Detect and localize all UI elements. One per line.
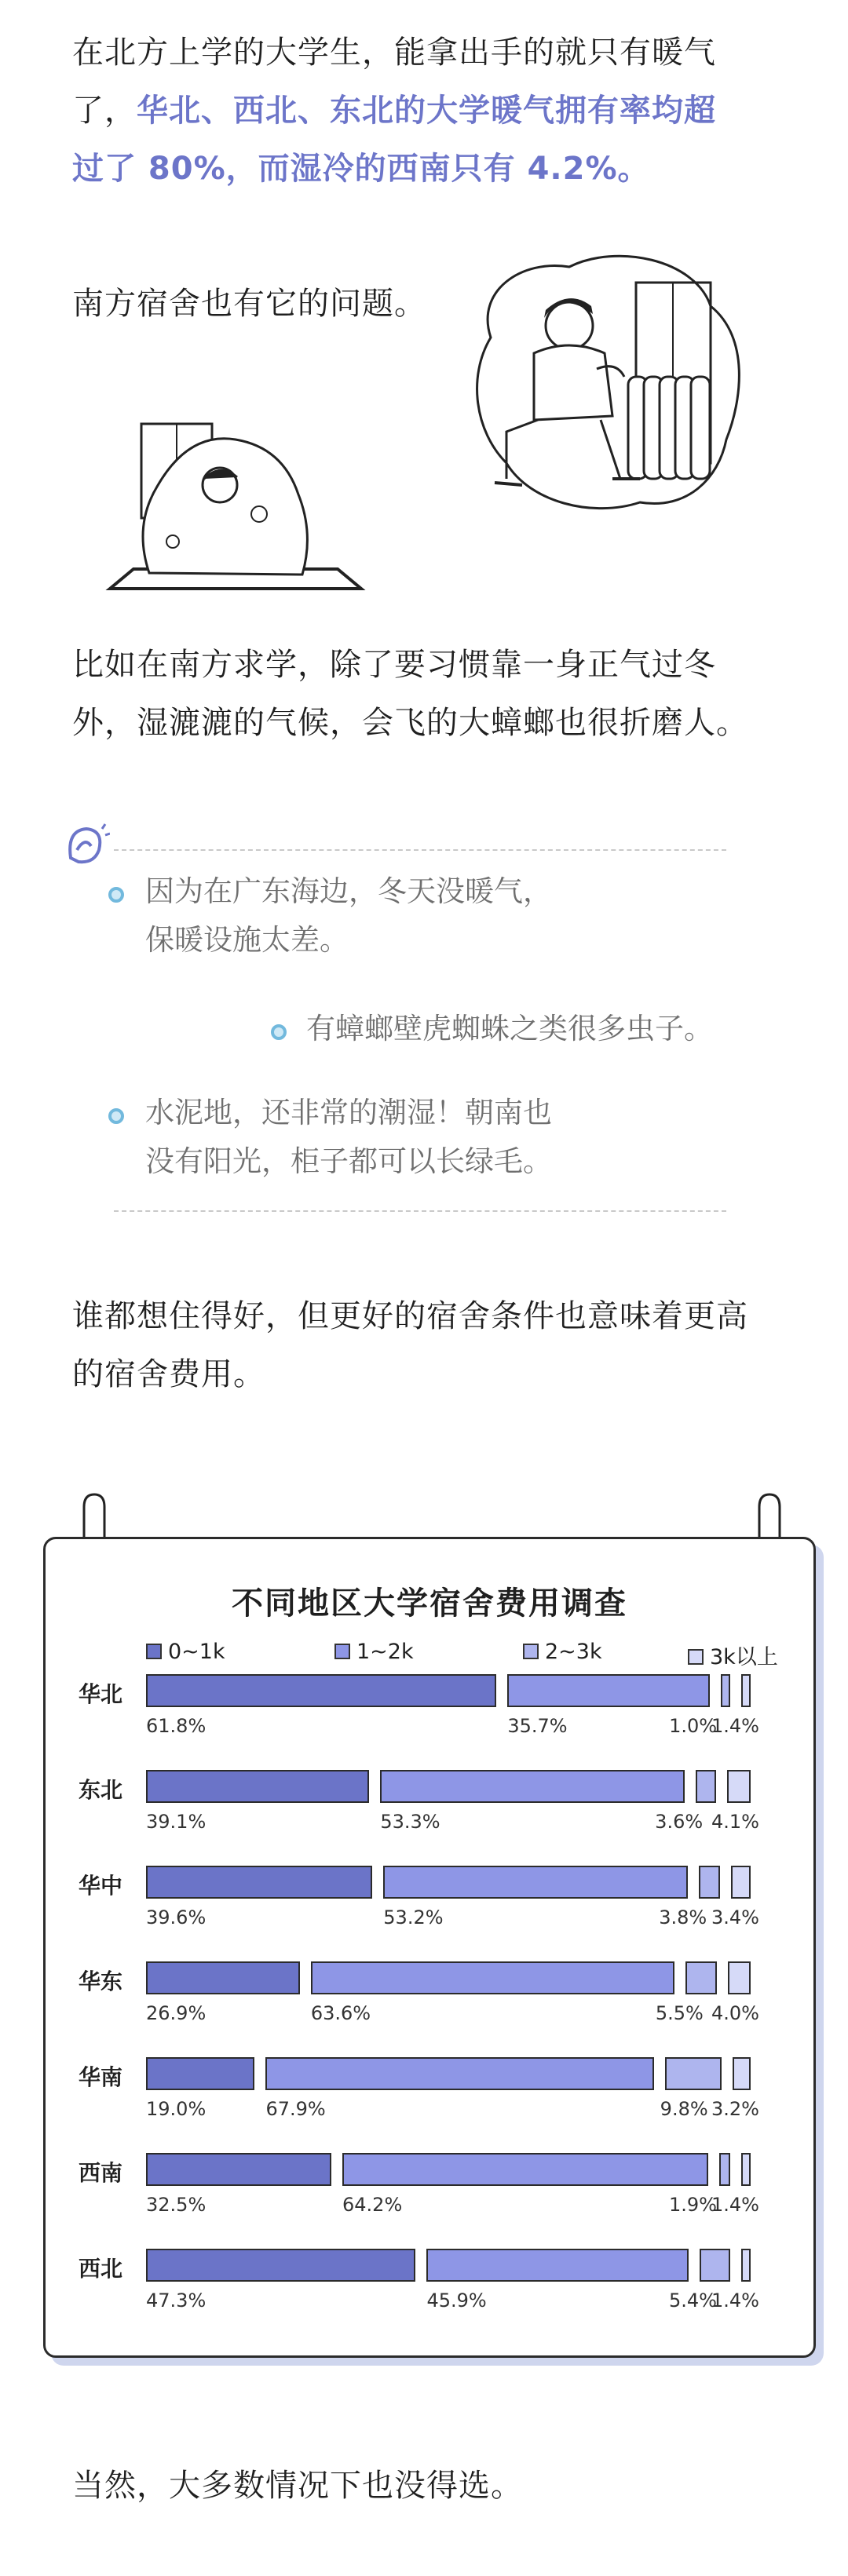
legend-item (688, 1640, 778, 1670)
paragraph-cockroach (72, 636, 779, 752)
legend-item (523, 1640, 602, 1664)
bar-segment (146, 1961, 300, 1994)
legend-label: 0~1k (168, 1640, 225, 1664)
comment-bullet (108, 887, 124, 903)
category-label: 华南 (79, 2064, 123, 2090)
data-label: 4.1% (711, 1811, 759, 1833)
comment-bullet (271, 1024, 287, 1040)
data-label: 61.8% (146, 1715, 207, 1737)
data-label: 39.6% (146, 1906, 207, 1928)
legend-label: 2~3k (545, 1640, 602, 1664)
data-label: 3.6% (655, 1811, 704, 1833)
p4-line1: 谁都想住得好，但更好的宿舍条件也意味着更高 (72, 1298, 748, 1334)
bar-segment (342, 2153, 708, 2186)
bar-segment (741, 2153, 751, 2186)
bar-segment (146, 1866, 372, 1899)
bar-segment (721, 1674, 730, 1707)
data-label: 19.0% (146, 2098, 207, 2120)
bar-segment (741, 1674, 751, 1707)
bar-segment (696, 1770, 716, 1803)
category-label: 华东 (79, 1968, 123, 1994)
bar-segment (741, 2249, 751, 2282)
data-label: 35.7% (507, 1715, 568, 1737)
legend-swatch (688, 1649, 704, 1665)
bar-segment (731, 1866, 751, 1899)
bar-segment (265, 2057, 654, 2090)
paragraph-heating (72, 24, 779, 198)
data-label: 3.8% (659, 1906, 707, 1928)
bar-segment (727, 1770, 751, 1803)
legend-swatch (523, 1644, 539, 1659)
bar-segment (311, 1961, 674, 1994)
p1-line2 (72, 82, 779, 140)
comment-3-line1: 水泥地，还非常的潮湿！朝南也 (145, 1096, 552, 1129)
bar-segment (146, 1770, 369, 1803)
data-label: 26.9% (146, 2002, 207, 2024)
comment-icon (63, 823, 110, 868)
man-radiator-illustration (459, 243, 750, 526)
category-label: 华北 (79, 1681, 123, 1707)
comment-1-line1: 因为在广东海边，冬天没暖气， (145, 874, 552, 908)
data-label: 53.3% (380, 1811, 440, 1833)
p3-line2: 外，湿漉漉的气候，会飞的大蟑螂也很折磨人。 (72, 705, 748, 741)
blanket-girl-illustration (102, 408, 369, 612)
paragraph-south-problem: 南方宿舍也有它的问题。 (72, 286, 426, 322)
data-label: 1.4% (711, 2290, 759, 2311)
p4-line2: 的宿舍费用。 (72, 1356, 265, 1392)
paragraph-cost (72, 1287, 779, 1403)
bar-segment (685, 1961, 717, 1994)
data-label: 3.4% (711, 1906, 759, 1928)
legend-item (146, 1640, 225, 1664)
category-label: 华中 (79, 1873, 123, 1899)
bar-segment (728, 1961, 751, 1994)
p3-line1: 比如在南方求学，除了要习惯靠一身正气过冬 (72, 647, 716, 683)
comment-bullet (108, 1108, 124, 1124)
data-label: 9.8% (660, 2098, 708, 2120)
bar-segment (146, 2057, 254, 2090)
data-label: 1.4% (711, 1715, 759, 1737)
legend-swatch (146, 1644, 162, 1659)
comment-bottom-divider (114, 1210, 726, 1212)
data-label: 53.2% (383, 1906, 444, 1928)
data-label: 45.9% (426, 2290, 487, 2311)
category-label: 西北 (79, 2256, 123, 2282)
bar-segment (380, 1770, 685, 1803)
data-label: 39.1% (146, 1811, 207, 1833)
bar-segment (665, 2057, 721, 2090)
data-label: 67.9% (265, 2098, 326, 2120)
chart-card (43, 1537, 816, 2358)
bar-segment (719, 2153, 730, 2186)
p1-line2-a: 了， (72, 93, 137, 129)
bar-segment (699, 1866, 721, 1899)
chart-title: 不同地区大学宿舍费用调查 (232, 1585, 627, 1622)
legend-item (334, 1640, 414, 1664)
data-label: 3.2% (711, 2098, 759, 2120)
bar-segment (507, 1674, 710, 1707)
data-label: 64.2% (342, 2194, 403, 2216)
p1-highlight: 华北、西北、东北的大学暖气拥有率均超 (137, 93, 716, 129)
legend-swatch (334, 1644, 350, 1659)
category-label: 东北 (79, 1777, 123, 1803)
bar-segment (146, 2153, 331, 2186)
bar-segment (700, 2249, 730, 2282)
comment-3-line2: 没有阳光，柜子都可以长绿毛。 (145, 1144, 552, 1178)
data-label: 5.5% (655, 2002, 704, 2024)
legend-label: 3k以上 (710, 1645, 778, 1669)
p1-line1: 在北方上学的大学生，能拿出手的就只有暖气 (72, 35, 716, 71)
data-label: 4.0% (711, 2002, 759, 2024)
comment-1-line2: 保暖设施太差。 (145, 923, 349, 957)
data-label: 1.4% (711, 2194, 759, 2216)
paragraph-no-choice: 当然，大多数情况下也没得选。 (72, 2468, 523, 2504)
bar-segment (733, 2057, 751, 2090)
data-label: 1.9% (669, 2194, 717, 2216)
bar-segment (426, 2249, 688, 2282)
comment-top-divider (114, 849, 726, 851)
data-label: 63.6% (310, 2002, 371, 2024)
legend-label: 1~2k (356, 1640, 414, 1664)
category-label: 西南 (79, 2160, 123, 2186)
comment-2: 有蟑螂壁虎蜘蛛之类很多虫子。 (306, 1012, 713, 1045)
bar-segment (146, 1674, 496, 1707)
data-label: 1.0% (669, 1715, 718, 1737)
data-label: 32.5% (146, 2194, 207, 2216)
data-label: 47.3% (146, 2290, 207, 2311)
data-label: 5.4% (669, 2290, 717, 2311)
p1-line3: 过了 80%，而湿冷的西南只有 4.2%。 (72, 151, 650, 187)
comment-1 (145, 867, 552, 965)
bar-segment (146, 2249, 415, 2282)
comment-3 (145, 1089, 552, 1186)
bar-segment (383, 1866, 687, 1899)
